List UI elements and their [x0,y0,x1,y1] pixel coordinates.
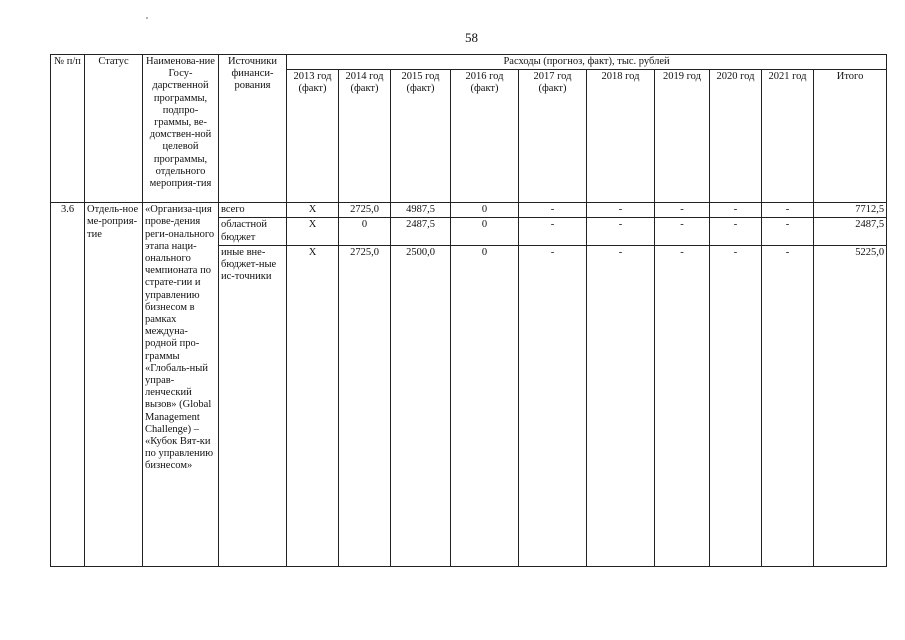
header-num: № п/п [51,55,85,203]
header-source: Источники финанси-рования [219,55,287,203]
source-cell: областной бюджет [219,218,287,245]
value-cell: 2487,5 [391,218,451,245]
header-year: 2015 год (факт) [391,70,451,203]
header-year: 2018 год [587,70,655,203]
value-cell: - [519,218,587,245]
expenses-table [50,54,887,567]
header-year: 2020 год [710,70,762,203]
total-cell: 2487,5 [814,218,887,245]
total-cell: 5225,0 [814,245,887,566]
value-cell: - [587,245,655,566]
value-cell: X [287,203,339,218]
value-cell: - [710,218,762,245]
total-cell: 7712,5 [814,203,887,218]
scan-speck [146,17,148,19]
value-cell: 0 [451,218,519,245]
value-cell: - [710,245,762,566]
header-year: 2016 год (факт) [451,70,519,203]
header-year: 2013 год (факт) [287,70,339,203]
row-num: 3.6 [51,203,85,567]
header-expenses: Расходы (прогноз, факт), тыс. рублей [287,55,887,70]
source-cell: всего [219,203,287,218]
header-year: 2017 год (факт) [519,70,587,203]
value-cell: - [587,218,655,245]
value-cell: 0 [451,203,519,218]
header-year: 2019 год [655,70,710,203]
value-cell: - [519,245,587,566]
value-cell: - [762,203,814,218]
value-cell: 2500,0 [391,245,451,566]
value-cell: 0 [451,245,519,566]
header-status: Статус [85,55,143,203]
page-number: 58 [465,30,478,45]
value-cell: X [287,245,339,566]
value-cell: - [655,245,710,566]
value-cell: 2725,0 [339,203,391,218]
value-cell: - [655,218,710,245]
header-year: 2021 год [762,70,814,203]
row-name: «Организа-ция прове-дения реги-онального этапа наци-онального чемпионата по страте-гии и управлению бизнесом в рамках междуна-родной про-граммы «Глобаль-ный управ-ленческий вызов» (Global Management Challenge) – «Кубок Вят-ки по управлению бизнесом» [143,203,219,567]
value-cell: - [762,245,814,566]
value-cell: - [762,218,814,245]
header-year: 2014 год (факт) [339,70,391,203]
value-cell: - [587,203,655,218]
value-cell: - [655,203,710,218]
source-cell: иные вне-бюджет-ные ис-точники [219,245,287,566]
value-cell: 2725,0 [339,245,391,566]
row-status: Отдель-ное ме-роприя-тие [85,203,143,567]
header-name: Наименова-ние Госу-дарственной программы, подпро-граммы, ве-домствен-ной целевой программы, отдельного мероприя-тия [143,55,219,203]
value-cell: - [519,203,587,218]
value-cell: - [710,203,762,218]
value-cell: 0 [339,218,391,245]
value-cell: 4987,5 [391,203,451,218]
header-total: Итого [814,70,887,203]
value-cell: X [287,218,339,245]
